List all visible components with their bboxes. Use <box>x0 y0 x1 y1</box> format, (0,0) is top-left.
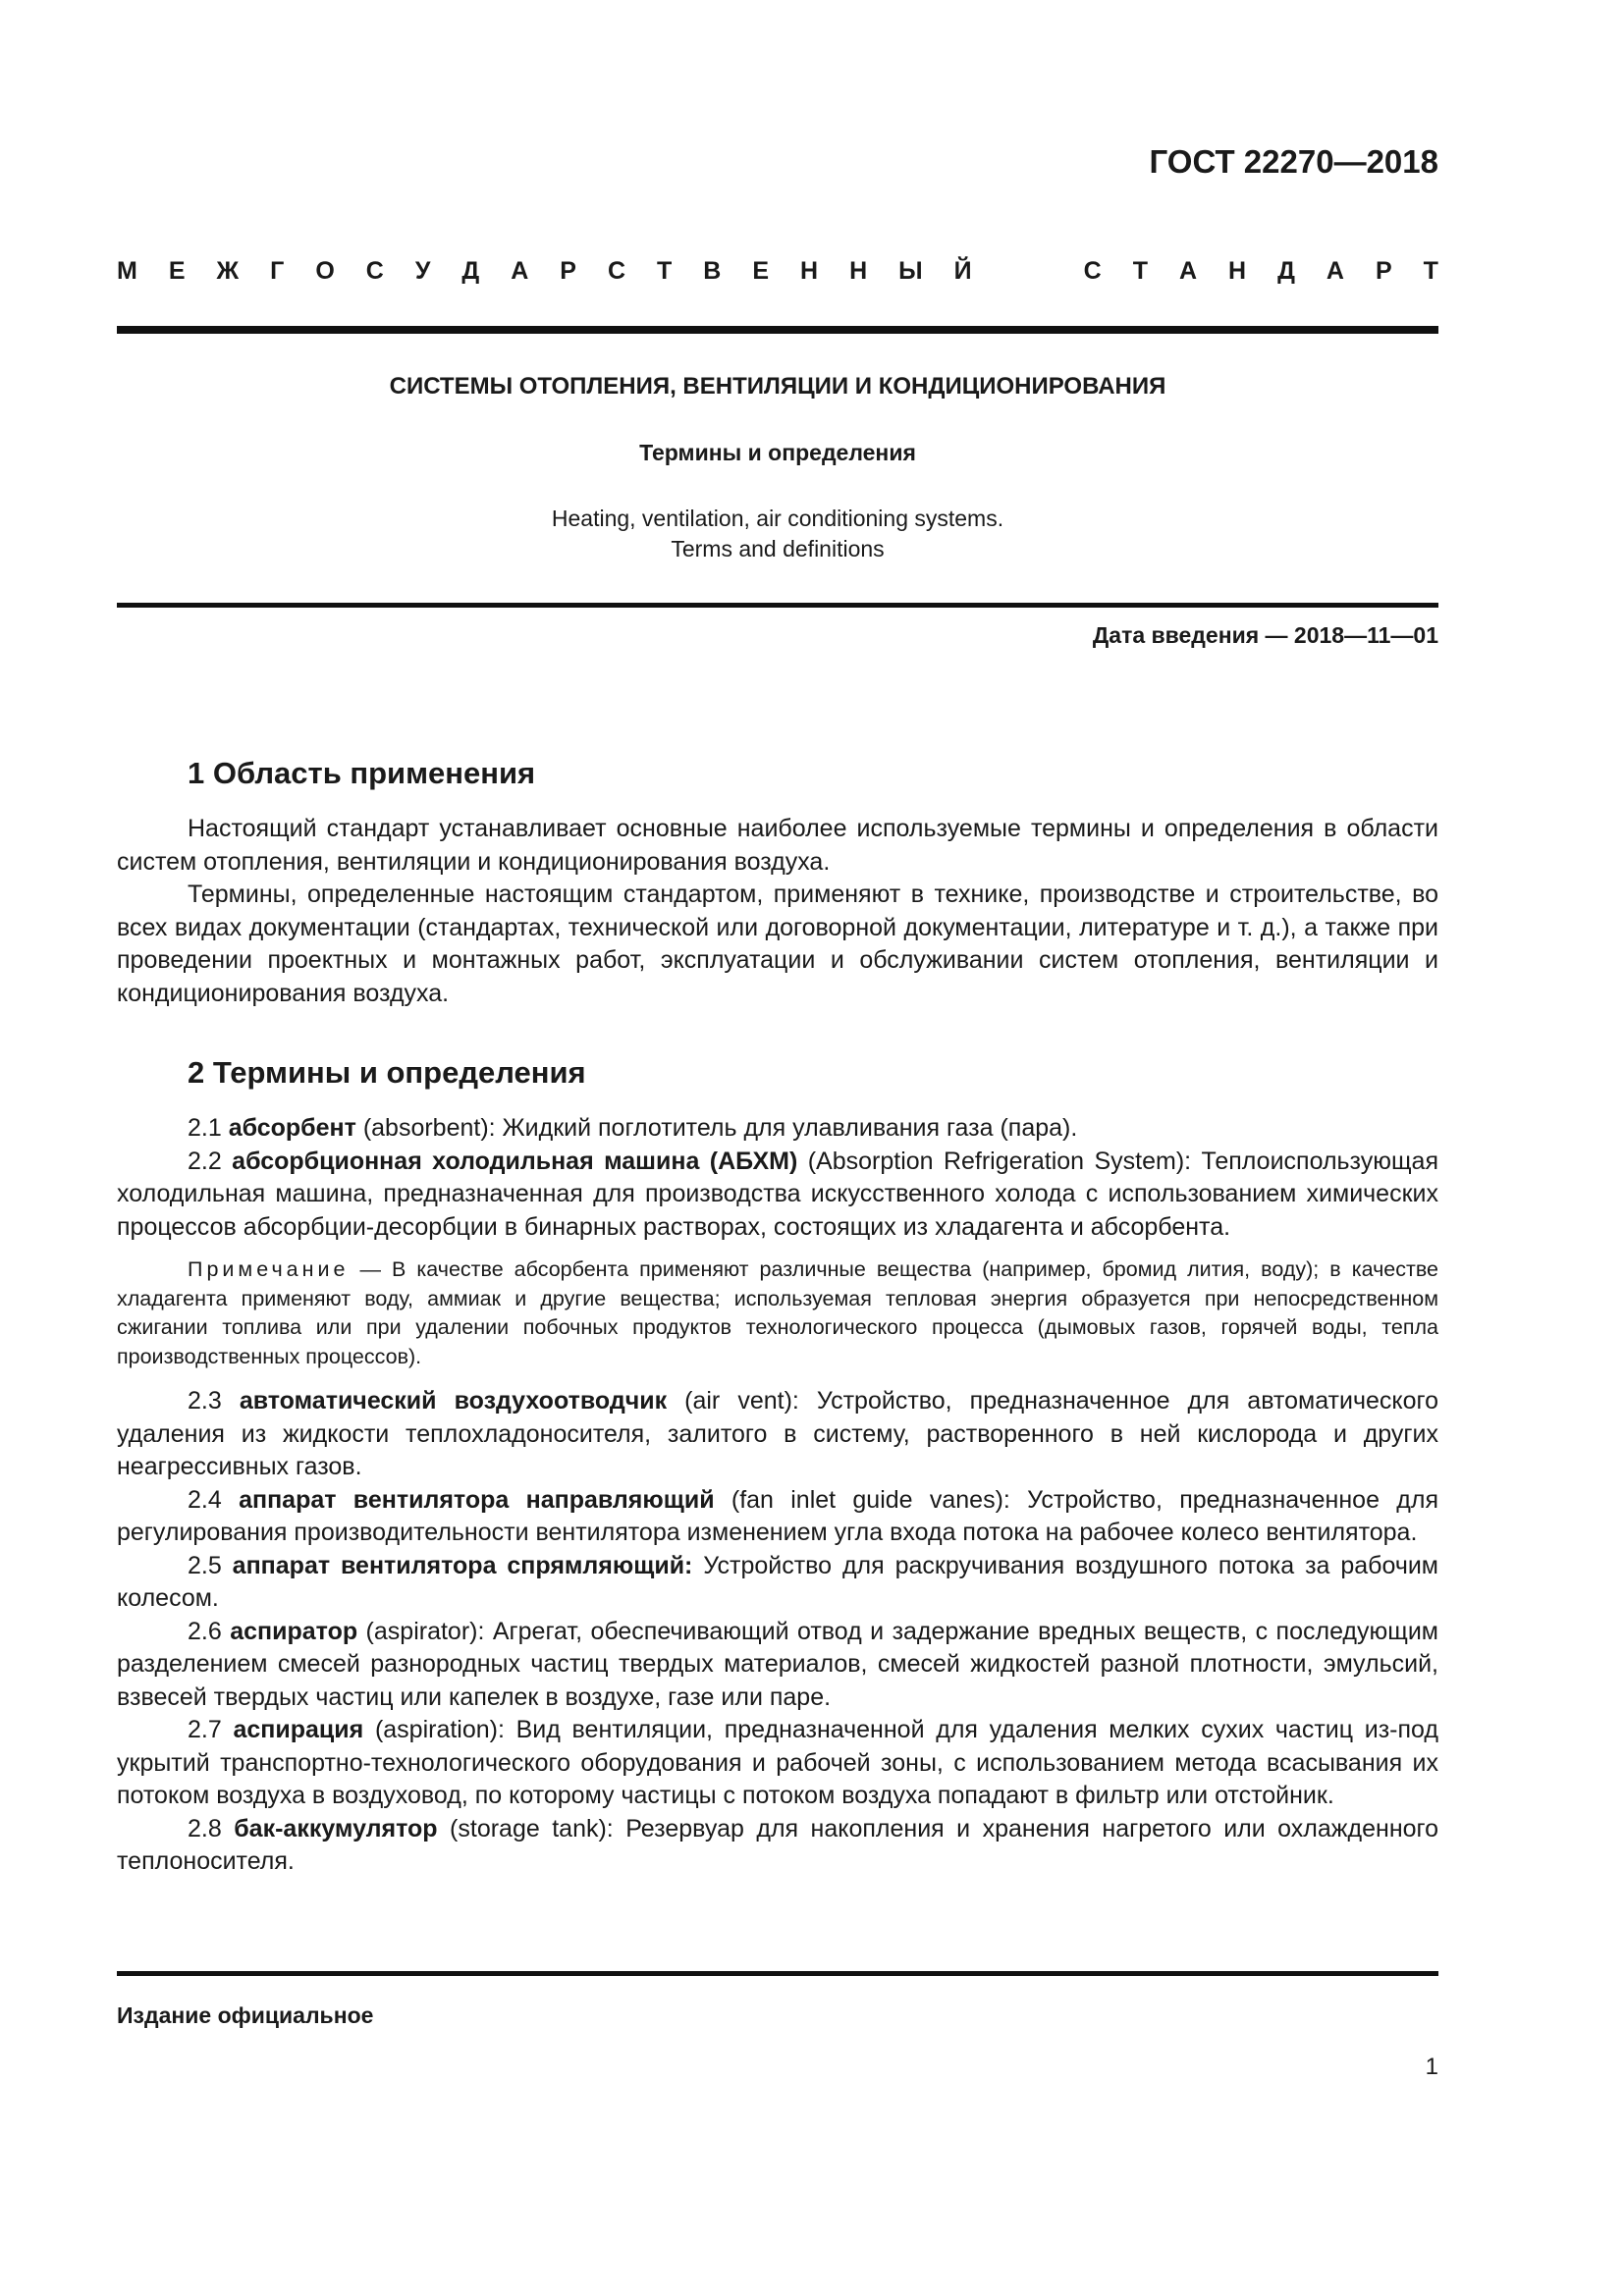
standard-type-heading <box>117 257 1438 286</box>
term-name: аспиратор <box>230 1617 358 1645</box>
term-entry <box>117 1813 1438 1879</box>
standard-type-letter: М <box>117 257 137 285</box>
term-entry <box>117 1112 1438 1146</box>
standard-type-letter: Р <box>560 257 576 285</box>
note-label: Примечание <box>188 1257 350 1281</box>
standard-type-letter: А <box>1326 257 1344 285</box>
term-name: автоматический воздухоотводчик <box>239 1387 668 1415</box>
note-text: — В качестве абсорбента применяют различные вещества (например, бромид лития, воду); в качестве хладагента применяют воду, аммиак и другие вещества; используемая тепловая энергия образуется при непосредственном сжигании топлива или при удалении побочных продуктов технологического процесса (дымовых газов, горячей воды, тепла производственных процессов). <box>117 1257 1438 1368</box>
footer-divider <box>117 1971 1438 1976</box>
english-title <box>117 504 1438 564</box>
standard-type-letter: А <box>1178 257 1198 285</box>
standard-type-letter: Г <box>270 257 285 285</box>
standard-type-letter: Д <box>1277 257 1295 285</box>
term-number: 2.3 <box>188 1387 222 1415</box>
term-number: 2.8 <box>188 1814 222 1842</box>
top-divider <box>117 326 1438 334</box>
term-entry <box>117 1484 1438 1550</box>
term-entry <box>117 1146 1438 1245</box>
page-number: 1 <box>1425 2054 1438 2080</box>
official-edition-label: Издание официальное <box>117 2002 374 2028</box>
document-title: СИСТЕМЫ ОТОПЛЕНИЯ, ВЕНТИЛЯЦИИ И КОНДИЦИОНИРОВАНИЯ <box>389 373 1166 400</box>
standard-type-letter: С <box>1083 257 1102 285</box>
standard-type-letter: Е <box>168 257 186 285</box>
standard-type-letter: О <box>315 257 335 285</box>
standard-type-letter: Р <box>1375 257 1392 285</box>
term-number: 2.7 <box>188 1716 222 1743</box>
section-terms <box>117 1055 1438 1879</box>
term-name: бак-аккумулятор <box>234 1814 438 1842</box>
term-number: 2.2 <box>188 1147 222 1175</box>
standard-type-letter: В <box>703 257 722 285</box>
standard-type-letter: С <box>607 257 626 285</box>
standard-type-letter: Й <box>953 257 972 285</box>
term-number: 2.1 <box>188 1114 222 1142</box>
section-heading: 1 Область применения <box>188 756 536 790</box>
standard-type-letter: Н <box>800 257 819 285</box>
term-definition: (storage tank): Резервуар для накопления и хранения нагретого или охлажденного теплоносителя. <box>117 1814 1438 1875</box>
document-subtitle: Термины и определения <box>639 440 916 465</box>
paragraph: Термины, определенные настоящим стандартом, применяют в технике, производстве и строительстве, во всех видах документации (стандартах, технической или договорной документации, литературе и т. д.), а также при проведении проектных и монтажных работ, эксплуатации и обслуживании систем отопления, вентиляции и кондиционирования воздуха. <box>117 881 1438 1007</box>
standard-type-letter: Е <box>752 257 770 285</box>
document-code: ГОСТ 22270—2018 <box>1149 143 1438 180</box>
standard-type-letter: У <box>414 257 431 285</box>
term-definition: (fan inlet guide vanes): Устройство, предназначенное для регулирования производительности вентилятора изменением угла входа потока на рабочее колесо вентилятора. <box>117 1485 1438 1546</box>
standard-type-letter: Т <box>1132 257 1148 285</box>
standard-type-letter: Д <box>461 257 480 285</box>
term-name: абсорбционная холодильная машина (АБХМ) <box>232 1147 798 1175</box>
term-note <box>117 1255 1438 1371</box>
term-definition: (aspiration): Вид вентиляции, предназначенной для удаления мелких сухих частиц из-под укрытий транспортно-технологического оборудования и рабочей зоны, с использованием метода всасывания их потоком воздуха в воздуховод, по которому частицы с потоком воздуха попадают в фильтр или отстойник. <box>117 1716 1438 1809</box>
term-number: 2.5 <box>188 1551 222 1579</box>
word-gap <box>1003 257 1053 286</box>
term-definition: (Absorption Refrigeration System): Теплоиспользующая холодильная машина, предназначенная для производства искусственного холода с использованием химических процессов абсорбции-десорбции в бинарных растворах, состоящих из хладагента и абсорбента. <box>117 1147 1438 1241</box>
standard-type-letter: Т <box>657 257 673 285</box>
term-entry <box>117 1385 1438 1484</box>
term-name: аппарат вентилятора направляющий <box>239 1485 715 1514</box>
standard-type-letter: Н <box>849 257 868 285</box>
english-title-line: Terms and definitions <box>671 536 885 561</box>
section-scope <box>117 756 1438 1010</box>
introduction-date: Дата введения — 2018—11—01 <box>1092 622 1438 648</box>
english-title-line: Heating, ventilation, air conditioning systems. <box>551 506 1004 531</box>
term-name: аспирация <box>233 1716 364 1743</box>
standard-type-letter: А <box>511 257 529 285</box>
term-definition: (absorbent): Жидкий поглотитель для улавливания газа (пара). <box>355 1114 1078 1142</box>
term-definition: (air vent): Устройство, предназначенное для автоматического удаления из жидкости теплохладоносителя, залитого в систему, растворенного в ней кислорода и других неагрессивных газов. <box>117 1387 1438 1480</box>
term-name: абсорбент <box>228 1114 356 1142</box>
term-entry <box>117 1714 1438 1813</box>
standard-type-letter: Н <box>1228 257 1247 285</box>
term-name: аппарат вентилятора спрямляющий: <box>232 1551 693 1579</box>
term-entry <box>117 1550 1438 1616</box>
term-entry <box>117 1616 1438 1715</box>
standard-type-letter: Ж <box>216 257 240 285</box>
term-number: 2.6 <box>188 1617 222 1645</box>
standard-type-letter: С <box>365 257 384 285</box>
standard-type-letter: Т <box>1423 257 1438 285</box>
paragraph: Настоящий стандарт устанавливает основные наиболее используемые термины и определения в области систем отопления, вентиляции и кондиционирования воздуха. <box>117 815 1438 876</box>
term-definition: (aspirator): Агрегат, обеспечивающий отвод и задержание вредных веществ, с последующим разделением смесей разнородных частиц твердых материалов, смесей жидкостей разной плотности, эмульсий, взвесей твердых частиц или капелек в воздухе, газе или паре. <box>117 1617 1438 1711</box>
section-heading: 2 Термины и определения <box>188 1055 586 1090</box>
title-divider <box>117 603 1438 608</box>
term-number: 2.4 <box>188 1485 222 1514</box>
standard-type-letter: Ы <box>898 257 923 285</box>
term-definition: Устройство для раскручивания воздушного потока за рабочим колесом. <box>117 1551 1438 1612</box>
